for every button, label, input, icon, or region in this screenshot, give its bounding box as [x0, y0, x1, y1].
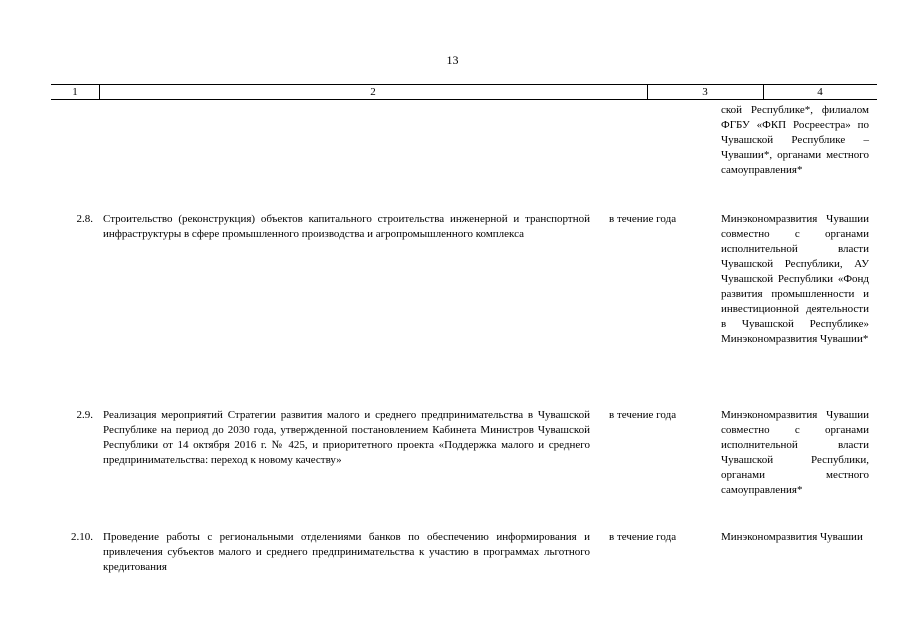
column-header-2: 2: [99, 85, 648, 99]
row-term: в течение года: [609, 409, 677, 421]
row-responsible: Минэкономразвития Чувашии совместно с органами исполнительной власти Чувашской Республики, органами местного самоуправления*: [721, 409, 869, 496]
page-number: 13: [446, 53, 459, 67]
row-number: 2.9.: [76, 409, 93, 421]
row-term: в течение года: [609, 531, 677, 543]
row-number: 2.8.: [76, 213, 93, 225]
row-term: в течение года: [609, 213, 677, 225]
column-header-1: 1: [51, 85, 100, 99]
row-responsible: Минэкономразвития Чувашии совместно с органами исполнительной власти Чувашской Республики, АУ Чувашской Республики «Фонд развития промышленности и инвестиционной деятельности в Чувашской Республике» Минэкономразвития Чувашии*: [721, 213, 869, 345]
row-description: Строительство (реконструкция) объектов капитального строительства инженерной и транспортной инфраструктуры в сфере промышленного производства и агропромышленного комплекса: [103, 213, 590, 240]
column-header-4: 4: [817, 86, 823, 98]
continued-responsible-text: ской Республике*, филиалом ФГБУ «ФКП Росреестра» по Чувашской Республике – Чувашии*, органами местного самоуправления*: [721, 104, 869, 176]
row-description: Реализация мероприятий Стратегии развития малого и среднего предпринимательства в Чувашской Республике на период до 2030 года, утвержденной постановлением Кабинета Министров Чувашской Республики от 14 октября 2016 г. № 425, и приоритетного проекта «Поддержка малого и среднего предпринимательства: переход к новому качеству»: [103, 409, 590, 466]
row-number: 2.10.: [71, 531, 93, 543]
table-header-row: [51, 84, 877, 100]
column-header-3: 3: [647, 85, 764, 99]
row-responsible: Минэкономразвития Чувашии: [721, 531, 863, 543]
row-description: Проведение работы с региональными отделениями банков по обеспечению информирования и привлечения субъектов малого и среднего предпринимательства к участию в программах льготного кредитования: [103, 531, 590, 573]
